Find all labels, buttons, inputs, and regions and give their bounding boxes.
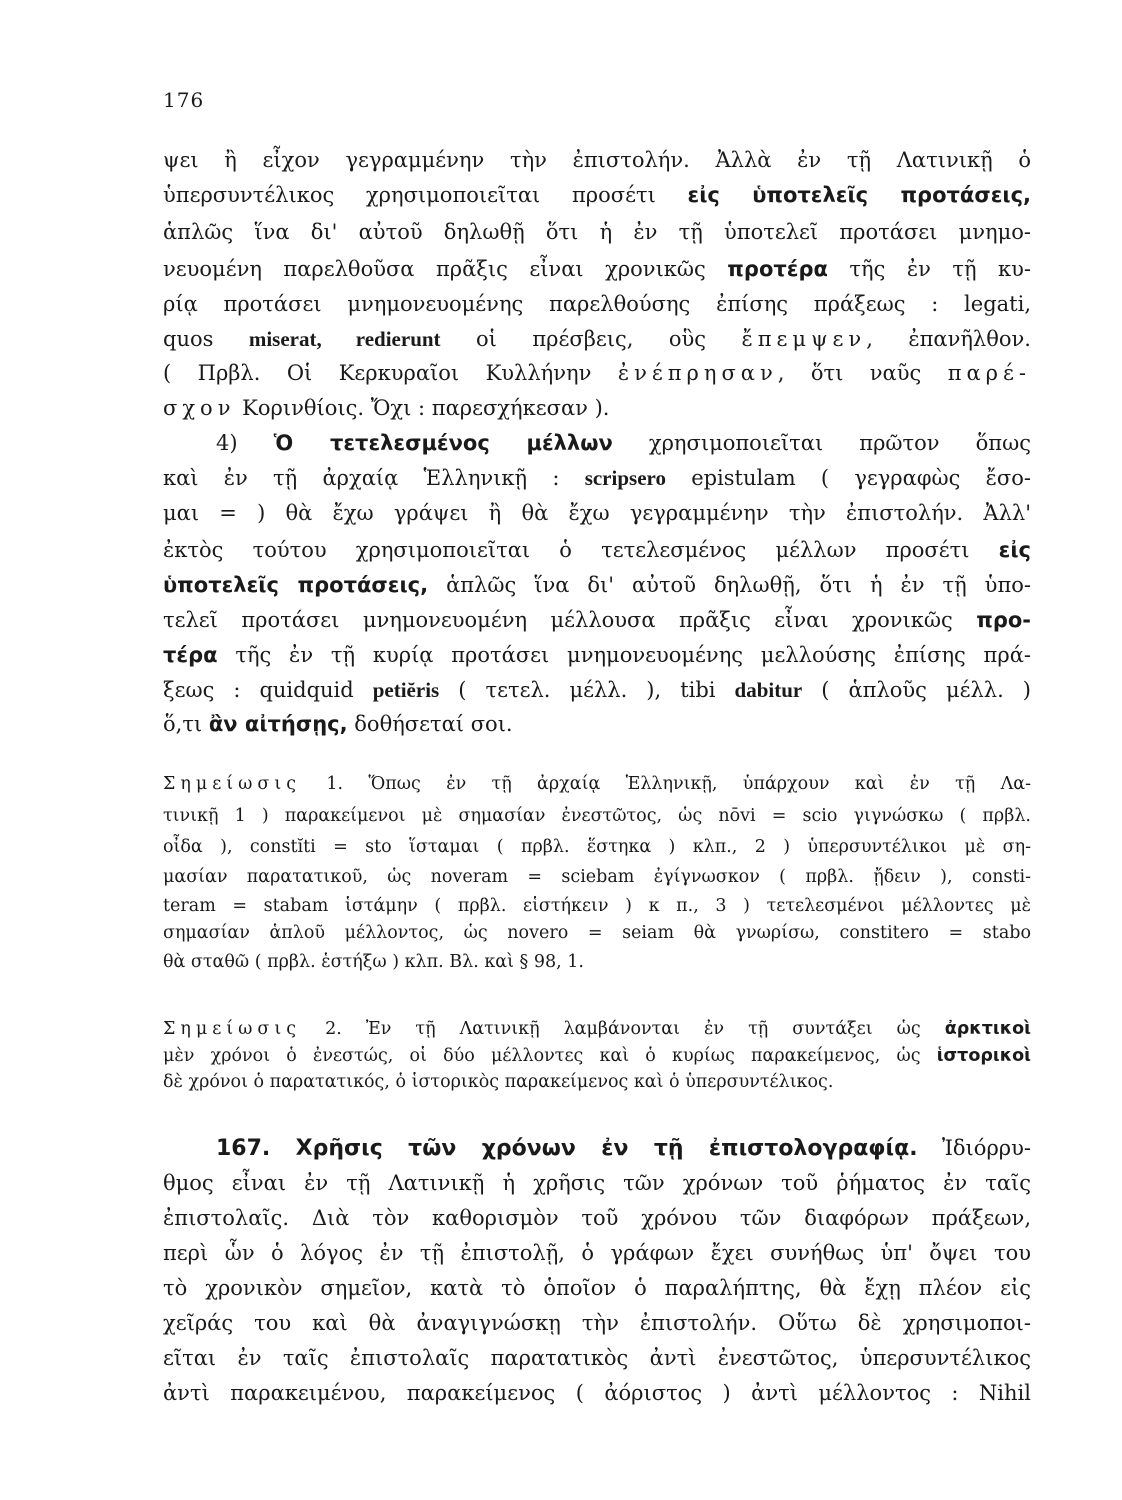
section-heading-line	[216, 1133, 1031, 1164]
text-line	[163, 640, 1031, 670]
bold-term: τέρα	[163, 643, 218, 667]
text-span: ἀντὶ παρακειμένου, παρακείμενος ( ἀόριστος ) ἀντὶ μέλλοντος : Nihil	[163, 1381, 1031, 1405]
text-span: ἁπλῶς ἵνα δι' αὐτοῦ δηλωθῇ, ὅτι ἡ ἐν τῇ ὑπο-	[428, 573, 1031, 597]
text-line	[163, 605, 1031, 635]
note-line	[163, 920, 1031, 946]
text-span: quos	[163, 327, 249, 351]
text-span: χεῖράς του καὶ θὰ ἀναγιγνώσκῃ τὴν ἐπιστολήν. Οὕτω δὲ χρησιμοποι-	[163, 1311, 1031, 1335]
bold-term: Ὁ τετελεσμένος μέλλων	[273, 431, 613, 455]
text-line	[163, 1203, 1031, 1233]
text-line	[163, 145, 1031, 175]
text-line	[163, 498, 1031, 528]
text-span: τὸ χρονικὸν σημεῖον, κατὰ τὸ ὁποῖον ὁ παραλήπτης, θὰ ἔχῃ πλέον εἰς	[163, 1276, 1031, 1300]
text-span: νευομένη παρελθοῦσα πρᾶξις εἶναι χρονικῶς	[163, 257, 728, 281]
text-line	[163, 1273, 1031, 1303]
text-span: τινικῇ 1 ) παρακείμενοι μὲ σημασίαν ἐνεστῶτος, ὡς nōvi = scio γιγνώσκω ( πρβλ.	[163, 806, 1031, 826]
text-span: teram = stabam ἱστάμην ( πρβλ. εἱστήκειν ) κ π., 3 ) τετελεσμένοι μέλλοντες μὲ	[163, 896, 1031, 916]
text-span: Ἰδιόρρυ-	[917, 1136, 1031, 1160]
text-line	[163, 289, 1031, 319]
text-span: , ὅτι ναῦς	[777, 361, 948, 385]
text-span: Κορινθίοις. Ὄχι : παρεσχήκεσαν ).	[235, 396, 610, 420]
bold-term: προ-	[976, 608, 1031, 632]
spaced-word: Σημείωσις	[163, 774, 302, 794]
spaced-word: Σημείωσις	[163, 1019, 302, 1039]
bold-term: ἱστορικοὶ	[936, 1046, 1031, 1066]
text-span: ἁπλῶς ἵνα δι' αὐτοῦ δηλωθῇ ὅτι ἡ ἐν τῇ ὑποτελεῖ προτάσει μνημο-	[163, 220, 1031, 244]
text-line	[163, 535, 1031, 565]
text-span: δοθήσεταί σοι.	[347, 712, 513, 736]
text-span: ξεως : quidquid	[163, 678, 373, 702]
text-span: μασίαν παρατατικοῦ, ὡς noveram = sciebam ἐγίγνωσκον ( πρβλ. ᾔδειν ), consti-	[163, 867, 1031, 887]
text-span: ὑπερσυντέλικος χρησιμοποιεῖται προσέτι	[163, 183, 688, 207]
text-line	[163, 324, 1031, 354]
text-span: μαι = ) θὰ ἔχω γράψει ἢ θὰ ἔχω γεγραμμένην τὴν ἐπιστολήν. Ἀλλ'	[163, 501, 1031, 525]
text-span: ὅ,τι	[163, 712, 209, 736]
text-span: μὲν χρόνοι ὁ ἐνεστώς, οἱ δύο μέλλοντες καὶ ὁ κυρίως παρακείμενος, ὡς	[163, 1046, 937, 1066]
note-line	[163, 949, 1031, 975]
bold-latin: miserat, redierunt	[248, 327, 441, 351]
bold-term: ἀρκτικοὶ	[944, 1019, 1031, 1039]
text-span: τελεῖ προτάσει μνημονευομένη μέλλουσα πρᾶξις εἶναι χρονικῶς	[163, 608, 977, 632]
text-span: , ἐπανῆλθον.	[866, 327, 1031, 351]
text-span: σημασίαν ἁπλοῦ μέλλοντος, ὡς novero = seiam θὰ γνωρίσω, constitero = stabo	[163, 923, 1031, 943]
text-line	[163, 358, 1031, 388]
bold-latin: scripsero	[584, 466, 666, 490]
note-line	[163, 803, 1031, 829]
text-span: ψει ἢ εἶχον γεγραμμένην τὴν ἐπιστολήν. Ἀλλὰ ἐν τῇ Λατινικῇ ὁ	[163, 148, 1031, 172]
text-span: θμος εἶναι ἐν τῇ Λατινικῇ ἡ χρῆσις τῶν χρόνων τοῦ ῥήματος ἐν ταῖς	[163, 1171, 1031, 1195]
text-span: ( Πρβλ. Οἱ Κερκυραῖοι Κυλλήνην	[163, 361, 618, 385]
section-heading: 167. Χρῆσις τῶν χρόνων ἐν τῇ ἐπιστολογραφίᾳ.	[216, 1136, 918, 1161]
bold-term: ὑποτελεῖς προτάσεις,	[163, 573, 429, 597]
text-span: περὶ ὧν ὁ λόγος ἐν τῇ ἐπιστολῇ, ὁ γράφων ἔχει συνήθως ὑπ' ὄψει του	[163, 1241, 1031, 1265]
bold-latin: dabitur	[734, 678, 803, 702]
text-span: ἐκτὸς τούτου χρησιμοποιεῖται ὁ τετελεσμένος μέλλων προσέτι	[163, 538, 999, 562]
text-span: καὶ ἐν τῇ ἀρχαίᾳ Ἑλληνικῇ :	[163, 466, 585, 490]
note-line	[163, 834, 1031, 860]
text-line	[163, 1308, 1031, 1338]
text-span: δὲ χρόνοι ὁ παρατατικός, ὁ ἱστορικὸς παρακείμενος καὶ ὁ ὑπερσυντέλικος.	[163, 1072, 834, 1092]
text-span: θὰ σταθῶ ( πρβλ. ἑστήξω ) κλπ. Βλ. καὶ § 98, 1.	[163, 952, 584, 972]
text-line	[163, 217, 1031, 247]
text-line	[163, 1378, 1031, 1408]
text-span: ἐπιστολαῖς. Διὰ τὸν καθορισμὸν τοῦ χρόνου τῶν διαφόρων πράξεων,	[163, 1206, 1031, 1230]
bold-term: ἂν αἰτήσῃς,	[208, 712, 348, 736]
text-line	[163, 393, 1031, 423]
spaced-word: σχον	[163, 396, 236, 420]
text-line	[163, 709, 1031, 739]
text-line	[163, 570, 1031, 600]
spaced-word: ἐνέπρησαν	[617, 361, 778, 385]
bold-term: προτέρα	[727, 257, 828, 281]
text-span: οἱ πρέσβεις, οὓς	[440, 327, 742, 351]
text-span: τῆς ἐν τῇ κυρίᾳ προτάσει μνημονευομένης μελλούσης ἐπίσης πρά-	[217, 643, 1031, 667]
note-line	[163, 864, 1031, 890]
text-line	[163, 254, 1031, 284]
note-line	[163, 893, 1031, 919]
text-line	[163, 1168, 1031, 1198]
spaced-word: ἔπεμψεν	[741, 327, 867, 351]
bold-term: εἰς	[998, 538, 1031, 562]
text-span: 2. Ἐν τῇ Λατινικῇ λαμβάνονται ἐν τῇ συντάξει ὡς	[301, 1019, 945, 1039]
note-line	[163, 771, 1031, 797]
text-span: χρησιμοποιεῖται πρῶτον ὅπως	[612, 431, 1031, 455]
text-line	[163, 1238, 1031, 1268]
text-span: τῆς ἐν τῇ κυ-	[827, 257, 1031, 281]
text-span: 4)	[216, 431, 274, 455]
text-line	[163, 463, 1031, 493]
page-number: 176	[163, 88, 205, 112]
text-span: ( τετελ. μέλλ. ), tibi	[439, 678, 735, 702]
bold-term: εἰς ὑποτελεῖς προτάσεις,	[687, 183, 1031, 207]
text-span: ( ἁπλοῦς μέλλ. )	[802, 678, 1032, 702]
text-span: εῖται ἐν ταῖς ἐπιστολαῖς παρατατικὸς ἀντὶ ἐνεστῶτος, ὑπερσυντέλικος	[163, 1346, 1031, 1370]
text-line	[163, 180, 1031, 210]
note-line	[163, 1043, 1031, 1069]
text-line	[216, 428, 1031, 458]
note-line	[163, 1016, 1031, 1042]
text-span: 1. Ὅπως ἐν τῇ ἀρχαίᾳ Ἑλληνικῇ, ὑπάρχουν καὶ ἐν τῇ Λα-	[301, 774, 1031, 794]
bold-latin: petiĕris	[372, 678, 440, 702]
text-span: epistulam ( γεγραφὼς ἔσο-	[665, 466, 1032, 490]
text-span: οἶδα ), constĭti = sto ἵσταμαι ( πρβλ. ἕστηκα ) κλπ., 2 ) ὑπερσυντέλικοι μὲ ση-	[163, 837, 1031, 857]
spaced-word: παρέ-	[947, 361, 1032, 385]
text-line	[163, 1343, 1031, 1373]
note-line	[163, 1069, 1031, 1095]
text-span: ρίᾳ προτάσει μνημονευομένης παρελθούσης ἐπίσης πράξεως : legati,	[163, 292, 1031, 316]
text-line	[163, 675, 1031, 705]
